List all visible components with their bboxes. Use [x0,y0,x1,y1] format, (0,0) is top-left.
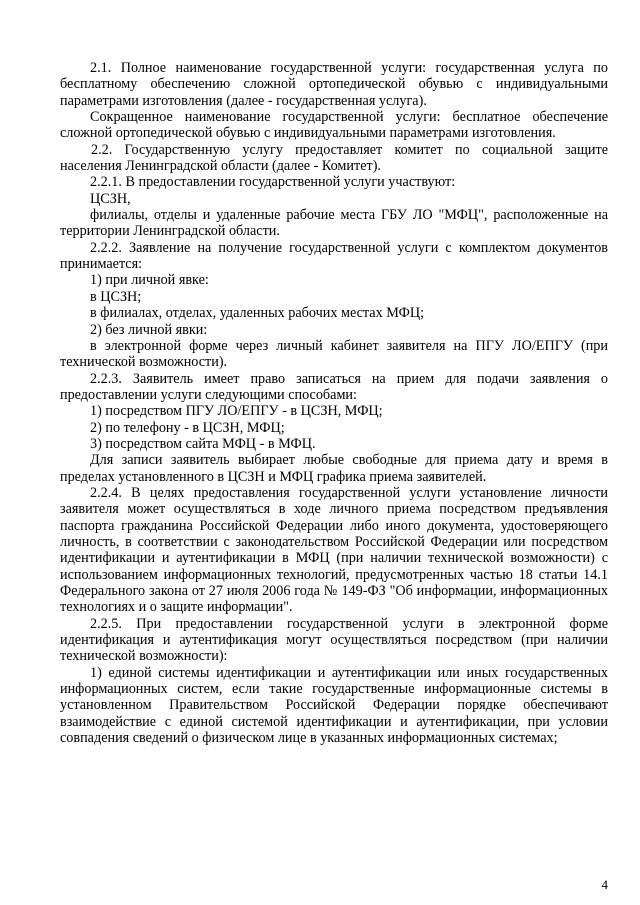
list-item-via-portal: 1) посредством ПГУ ЛО/ЕПГУ - в ЦСЗН, МФЦ; [90,403,383,420]
paragraph-appointment: Для записи заявитель выбирает любые свободные для приема дату и время в пределах установленного в ЦСЗН и МФЦ графика приема заявителей. [60,452,608,485]
document-body [60,60,608,746]
list-item-cszn: ЦСЗН, [90,190,131,207]
list-item-in-cszn: в ЦСЗН; [90,288,142,305]
paragraph-short-name: Сокращенное наименование государственной услуги: бесплатное обеспечение сложной ортопедической обувью с индивидуальными параметрами изготовления. [60,109,608,142]
page-number: 4 [601,877,608,892]
paragraph-2-2-4: 2.2.4. В целях предоставления государственной услуги установление личности заявителя может осуществляться в ходе личного приема посредством предъявления паспорта гражданина Российской Федерации либо иного документа, удостоверяющего личность, в соответствии с законодательством Российской Федерации или посредством идентификации и аутентификации в МФЦ (при наличии технической возможности) с использованием информационных технологий, предусмотренных частью 18 статьи 14.1 Федерального закона от 27 июля 2006 года № 149-ФЗ "Об информации, информационных технологиях и о защите информации". [60,484,608,616]
paragraph-2-2-3: 2.2.3. Заявитель имеет право записаться на прием для подачи заявления о предоставлении услуги следующими способами: [60,370,608,403]
list-item-in-mfc: в филиалах, отделах, удаленных рабочих местах МФЦ; [90,305,425,322]
list-item-electronic: в электронной форме через личный кабинет заявителя на ПГУ ЛО/ЕПГУ (при технической возможности). [60,337,608,371]
paragraph-2-2-1: 2.2.1. В предоставлении государственной услуги участвуют: [90,174,456,191]
paragraph-2-2-2: 2.2.2. Заявление на получение государственной услуги с комплектом документов принимается: [60,239,608,273]
list-item-by-phone: 2) по телефону - в ЦСЗН, МФЦ; [90,419,285,436]
paragraph-2-1: 2.1. Полное наименование государственной услуги: государственная услуга по бесплатному обеспечению сложной ортопедической обувью с индивидуальными параметрами изготовления (далее - государственная услуга). [60,60,608,109]
list-item-via-site: 3) посредством сайта МФЦ - в МФЦ. [90,435,316,452]
paragraph-2-2: 2.2. Государственную услугу предоставляет комитет по социальной защите населения Ленинградской области (далее - Комитет). [60,141,608,175]
list-item-remote: 2) без личной явки: [90,321,208,338]
list-item-esia: 1) единой системы идентификации и аутентификации или иных государственных информационных систем, если такие государственные информационные системы в установленном Правительством Российской Федерации порядке обеспечивают взаимодействие с единой системой идентификации и аутентификации, при условии совпадения сведений о физическом лице в указанных информационных системах; [60,664,608,747]
list-item-mfc-branches: филиалы, отделы и удаленные рабочие места ГБУ ЛО "МФЦ", расположенные на территории Ленинградской области. [60,207,608,240]
paragraph-2-2-5: 2.2.5. При предоставлении государственной услуги в электронной форме идентификация и аутентификация могут осуществляться посредством (при наличии технической возможности): [60,615,608,665]
list-item-in-person: 1) при личной явке: [90,272,209,289]
